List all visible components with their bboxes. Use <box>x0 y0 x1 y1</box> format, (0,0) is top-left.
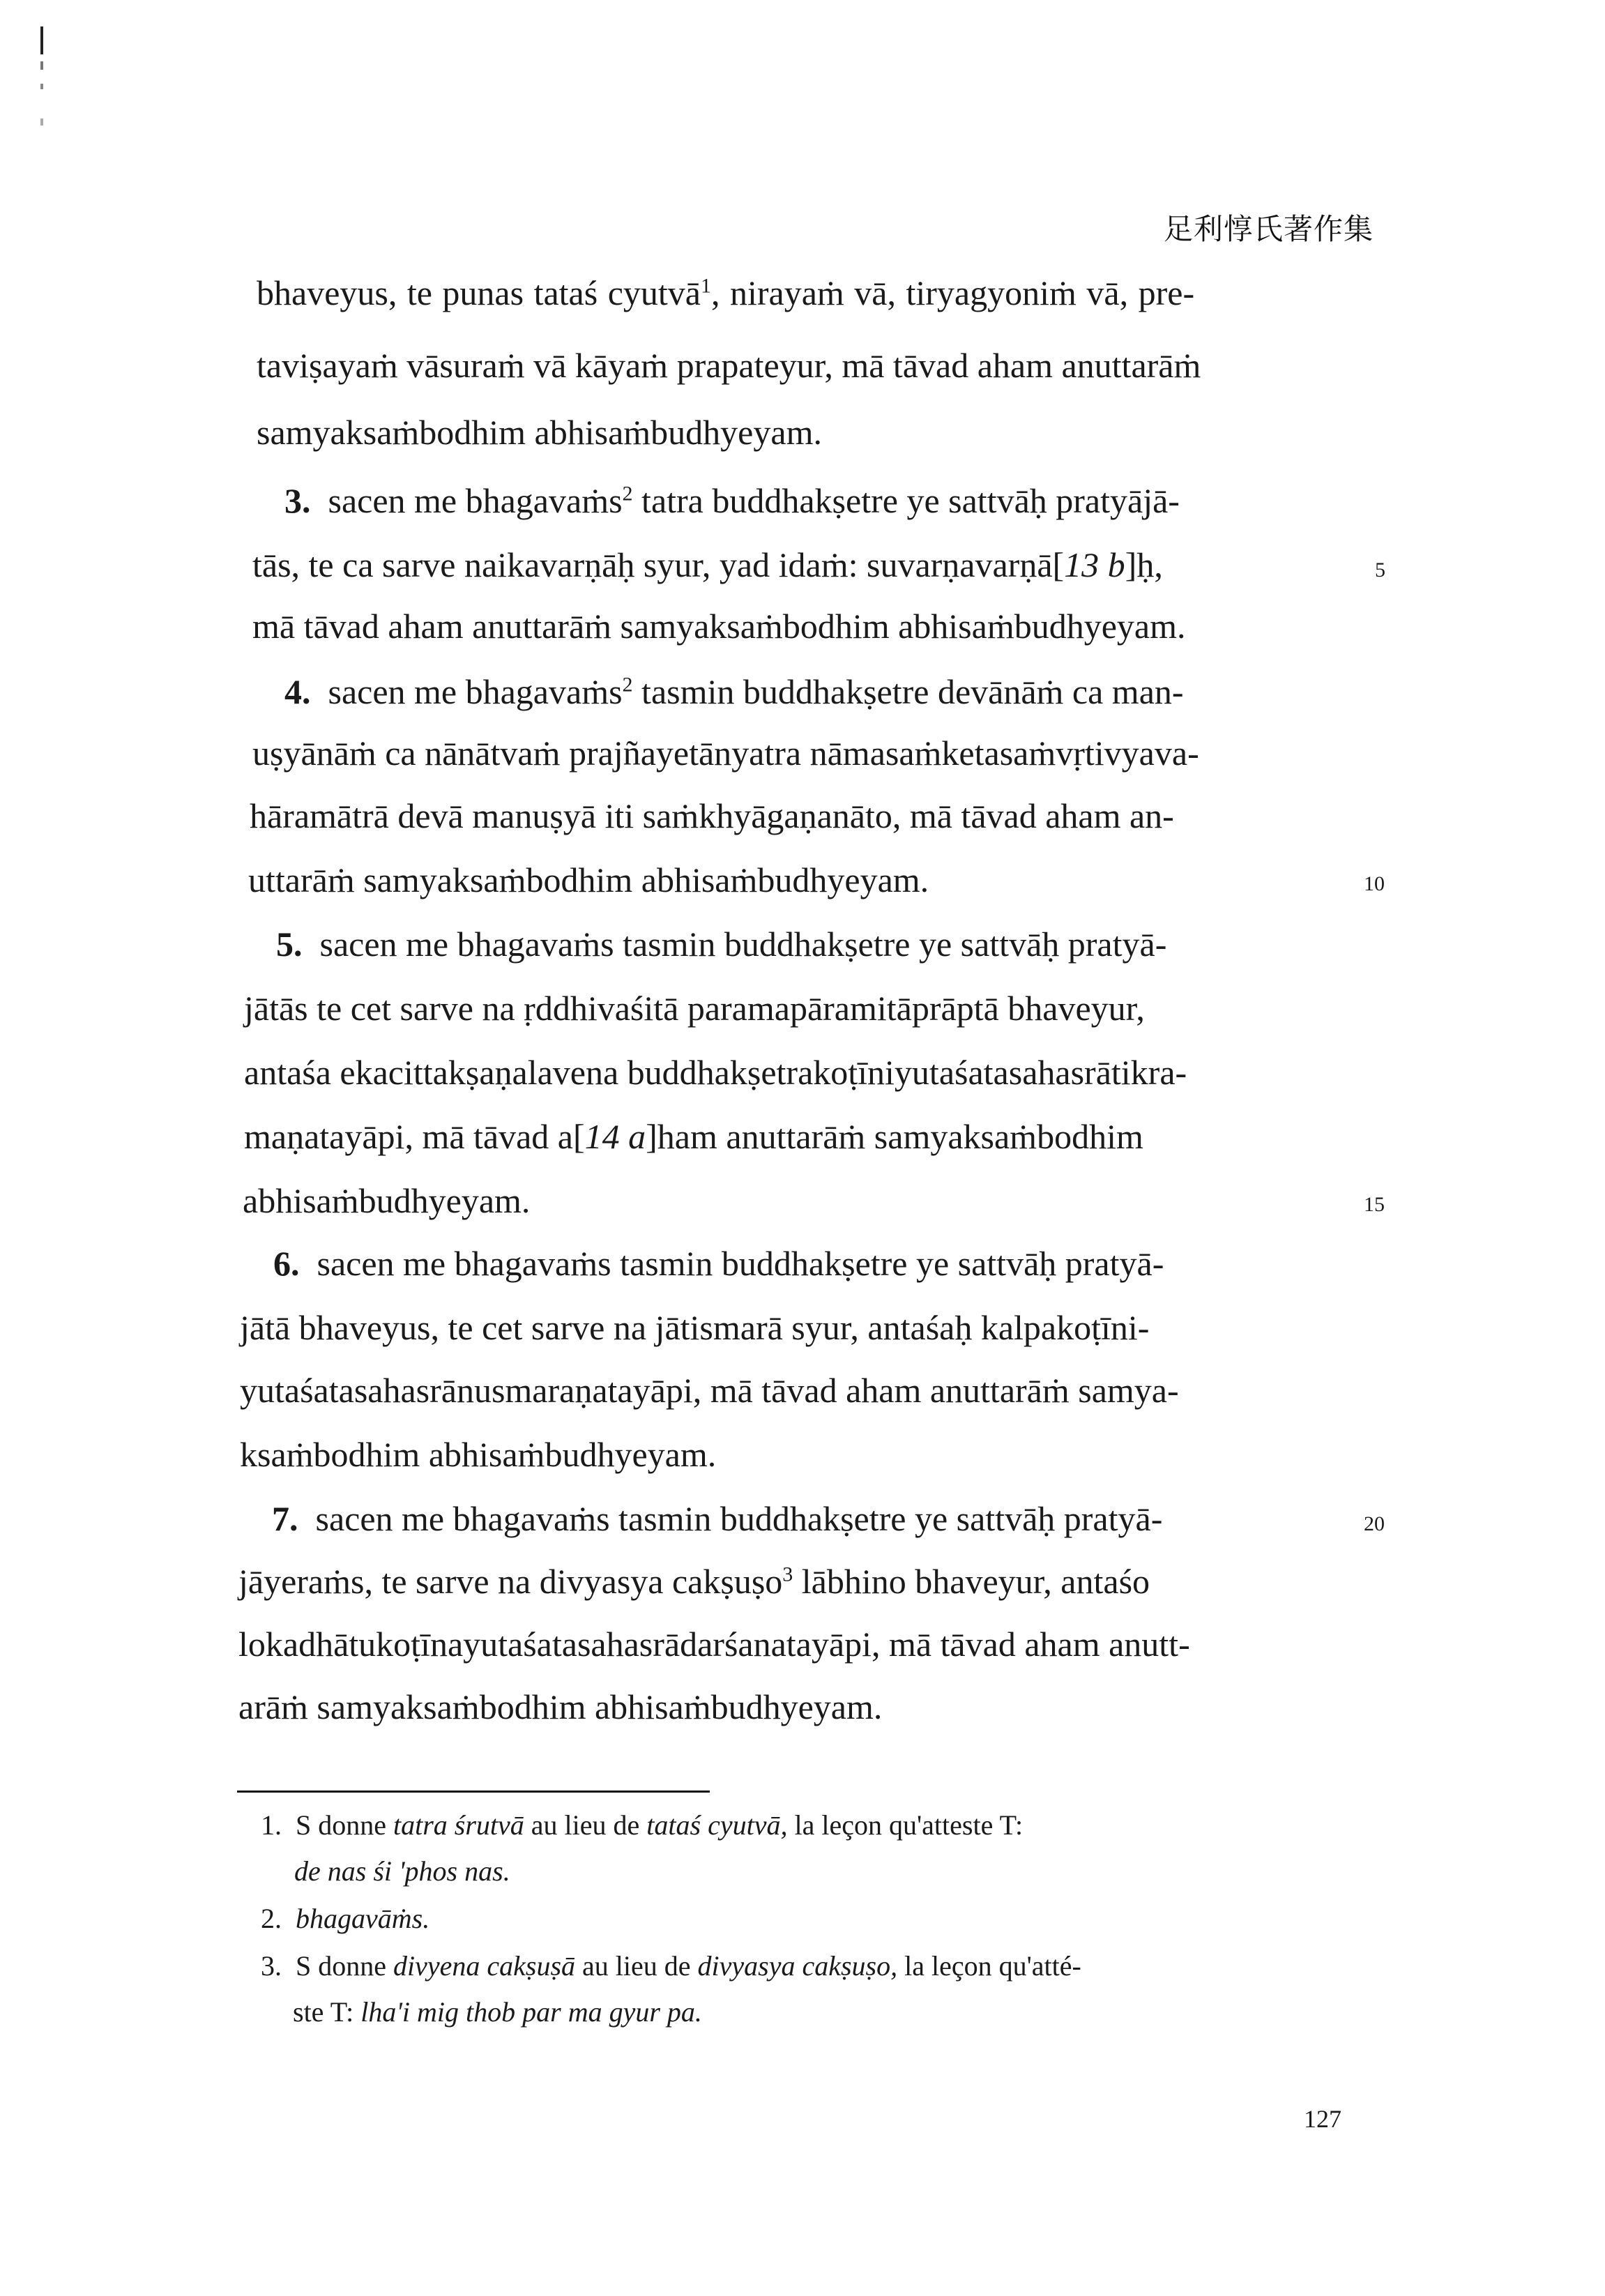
binding-mark <box>40 84 43 89</box>
text-line: samyaksaṁbodhim abhisaṁbudhyeyam. <box>257 413 822 452</box>
footnote-2: 2. bhagavāṁs. <box>261 1903 430 1934</box>
text-line: 5. sacen me bhagavaṁs tasmin buddhakṣetre ye sattvāḥ pratyā- <box>276 925 1167 964</box>
line-number: 15 <box>1364 1193 1385 1216</box>
page-number: 127 <box>1304 2105 1341 2133</box>
line-number: 10 <box>1364 872 1385 895</box>
line-number: 20 <box>1364 1512 1385 1535</box>
text-line: antaśa ekacittakṣaṇalavena buddhakṣetrakoṭīniyutaśatasahasrātikra- <box>244 1053 1187 1092</box>
text-line: uṣyānāṁ ca nānātvaṁ prajñayetānyatra nāmasaṁketasaṁvṛtivyava- <box>252 733 1199 773</box>
text-line: arāṁ samyaksaṁbodhim abhisaṁbudhyeyam. <box>238 1687 883 1726</box>
text-line: mā tāvad aham anuttarāṁ samyaksaṁbodhim abhisaṁbudhyeyam. <box>252 607 1186 646</box>
running-header: 足利惇氏著作集 <box>1163 212 1374 246</box>
text-line: jāyeraṁs, te sarve na divyasya cakṣuṣo$^3$ lābhino bhaveyur, antaśo <box>238 1562 1150 1601</box>
footnote-1: 1. S donne tatra śrutvā au lieu de tataś cyutvā, la leçon qu'atteste T: <box>261 1809 1024 1841</box>
text-line: 4. sacen me bhagavaṁs$^2$ tasmin buddhakṣetre devānāṁ ca man- <box>284 672 1184 711</box>
text-line: 6. sacen me bhagavaṁs tasmin buddhakṣetre ye sattvāḥ pratyā- <box>273 1244 1164 1283</box>
text-line: ksaṁbodhim abhisaṁbudhyeyam. <box>240 1435 717 1474</box>
binding-mark <box>40 61 43 70</box>
text-line: bhaveyus, te punas tataś cyutvā$^1$, nirayaṁ vā, tiryagyoniṁ vā, pre- <box>257 273 1195 312</box>
footnote-3-cont: ste T: lha'i mig thob par ma gyur pa. <box>293 1996 702 2028</box>
text-line: 7. sacen me bhagavaṁs tasmin buddhakṣetre ye sattvāḥ pratyā- <box>272 1499 1163 1538</box>
binding-mark <box>40 119 43 126</box>
text-line: jātās te cet sarve na ṛddhivaśitā paramapāramitāprāptā bhaveyur, <box>244 989 1145 1028</box>
text-line: tās, te ca sarve naikavarṇāḥ syur, yad idaṁ: suvarṇavarṇā[13 b]ḥ, <box>252 545 1163 584</box>
binding-mark <box>40 26 43 54</box>
text-line: yutaśatasahasrānusmaraṇatayāpi, mā tāvad aham anuttarāṁ samya- <box>240 1371 1179 1410</box>
text-line: maṇatayāpi, mā tāvad a[14 a]ham anuttarāṁ samyaksaṁbodhim <box>244 1117 1143 1156</box>
footnote-3: 3. S donne divyena cakṣuṣā au lieu de divyasya cakṣuṣo, la leçon qu'atté- <box>261 1950 1081 1982</box>
text-line: taviṣayaṁ vāsuraṁ vā kāyaṁ prapateyur, mā tāvad aham anuttarāṁ <box>257 346 1201 385</box>
text-line: lokadhātukoṭīnayutaśatasahasrādarśanatayāpi, mā tāvad aham anutt- <box>238 1625 1190 1664</box>
line-number: 5 <box>1375 558 1385 581</box>
footnote-rule <box>237 1791 710 1793</box>
footnote-1-cont: de nas śi 'phos nas. <box>294 1855 510 1887</box>
text-line: hāramātrā devā manuṣyā iti saṁkhyāgaṇanāto, mā tāvad aham an- <box>250 796 1174 835</box>
text-line: abhisaṁbudhyeyam. <box>243 1181 531 1220</box>
text-line: jātā bhaveyus, te cet sarve na jātismarā syur, antaśaḥ kalpakoṭīni- <box>240 1308 1150 1347</box>
text-line: 3. sacen me bhagavaṁs$^2$ tatra buddhakṣetre ye sattvāḥ pratyājā- <box>284 481 1180 520</box>
text-line: uttarāṁ samyaksaṁbodhim abhisaṁbudhyeyam. <box>248 860 929 899</box>
